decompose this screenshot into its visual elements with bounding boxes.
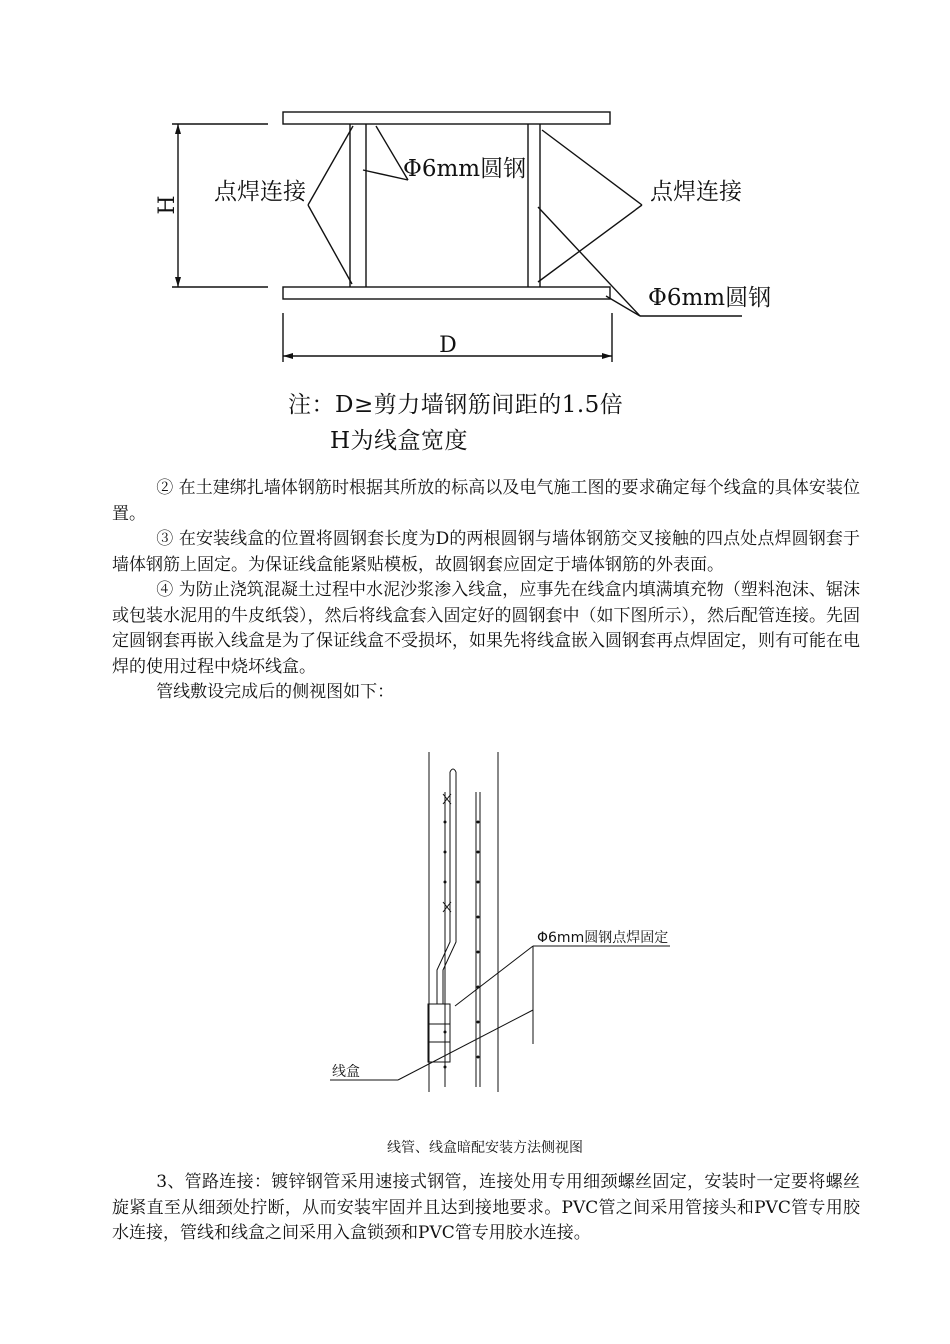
rod-label-top: Φ6mm圆钢 [403, 156, 527, 182]
d-label: D [439, 333, 457, 358]
rod-label-right: Φ6mm圆钢 [648, 285, 772, 311]
paragraph-2: ② 在土建绑扎墙体钢筋时根据其所放的标高以及电气施工图的要求确定每个线盒的具体安装位置。 [112, 478, 860, 524]
weld-label-right: 点焊连接 [650, 179, 742, 205]
paragraph-pipe-connection: 3、管路连接：镀锌钢管采用速接式钢管，连接处用专用细颈螺丝固定，安装时一定要将螺丝旋紧直至从细颈处拧断，从而安装牢固并且达到接地要求。PVC管之间采用管接头和PVC管专用胶水连接，管线和线盒之间采用入盒锁颈和PVC管专用胶水连接。 [112, 1172, 860, 1243]
top-rebar [283, 112, 610, 124]
paragraph-3: ③ 在安装线盒的位置将圆钢套长度为D的两根圆钢与墙体钢筋交叉接触的四点处点焊圆钢套于墙体钢筋上固定。为保证线盒能紧贴模板，故圆钢套应固定于墙体钢筋的外表面。 [112, 529, 860, 575]
pipe-connection-section [112, 1170, 860, 1247]
side-view-diagram [300, 742, 720, 1162]
figure-note-line2: H为线盒宽度 [330, 428, 469, 454]
paragraph-4: ④ 为防止浇筑混凝土过程中水泥沙浆渗入线盒，应事先在线盒内填满填充物（塑料泡沫、锯沫或包装水泥用的牛皮纸袋），然后将线盒套入固定好的圆钢套中（如下图所示），然后配管连接。先固定圆钢套再嵌入线盒是为了保证线盒不受损坏，如果先将线盒嵌入圆钢套再点焊固定，则有可能在电焊的使用过程中烧坏线盒。 [112, 580, 860, 677]
junction-box-label: 线盒 [332, 1064, 360, 1080]
weld-label-left: 点焊连接 [214, 179, 306, 205]
junction-box [428, 1004, 450, 1062]
body-paragraphs [112, 476, 860, 706]
side-view-caption: 线管、线盒暗配安装方法侧视图 [387, 1140, 583, 1156]
paragraph-side-view-intro: 管线敷设完成后的侧视图如下： [156, 682, 395, 702]
h-label: H [155, 195, 180, 215]
bottom-rebar [283, 287, 610, 299]
figure-note-line1: 注：D≥剪力墙钢筋间距的1.5倍 [288, 392, 624, 418]
rod-weld-label: Φ6mm圆钢点焊固定 [537, 930, 669, 946]
